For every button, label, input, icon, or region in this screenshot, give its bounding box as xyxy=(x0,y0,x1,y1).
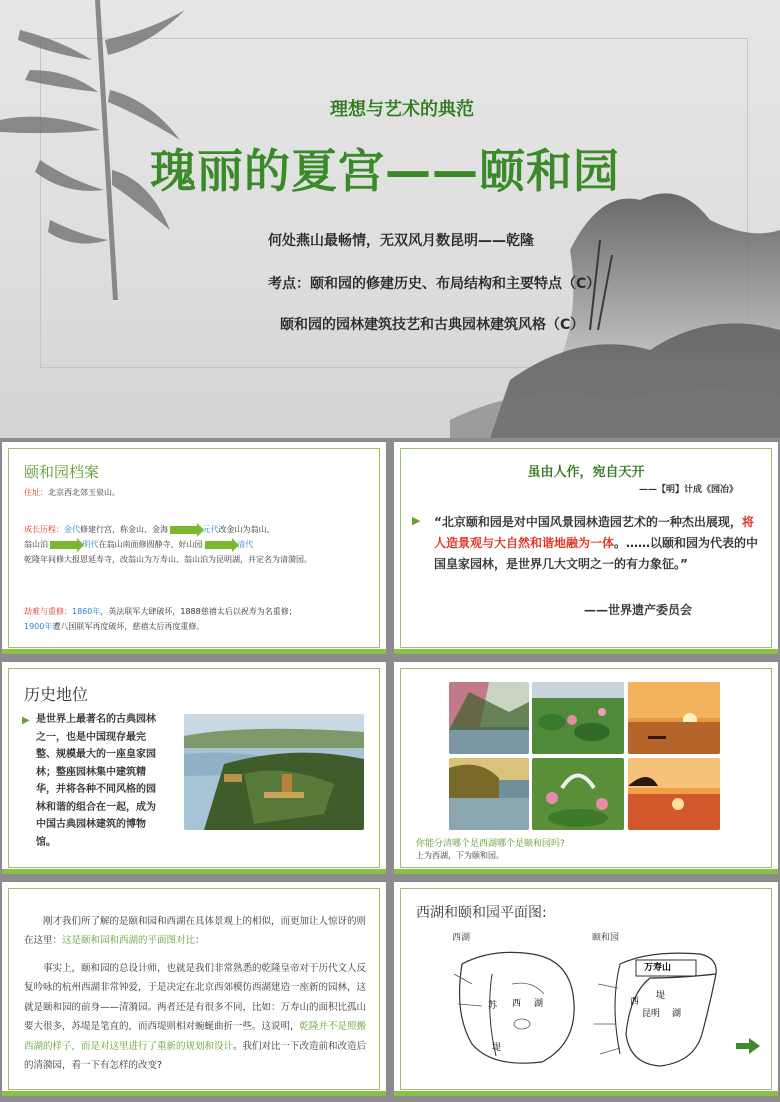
era-jin: 金代 xyxy=(64,525,80,534)
plan-compare-slide xyxy=(394,882,778,1096)
map-label: 堤 xyxy=(656,991,666,1001)
arrow-icon xyxy=(50,541,78,549)
compare-answer: 上为西湖，下为颐和园。 xyxy=(416,851,504,860)
quote-heading: 虽由人作，宛自天开 xyxy=(527,465,645,480)
bottom-bar xyxy=(2,869,386,874)
history-text: 修建行宫，称金山、金海 xyxy=(80,525,168,534)
bottom-bar xyxy=(394,1091,778,1096)
summer-palace-sunset-photo xyxy=(628,758,720,830)
history-text: 乾隆年间修大报恩延寿寺，改翁山为万寿山、翁山泊为昆明湖，并定名为清漪园。 xyxy=(24,555,312,565)
main-title: 瑰丽的夏宫——颐和园 xyxy=(150,144,620,198)
history-label: 成长历程： xyxy=(24,525,64,534)
history-text: 在翁山南面修圆静寺、好山园 xyxy=(98,540,203,550)
address-label: 住址： xyxy=(24,488,48,497)
history-block xyxy=(24,522,369,568)
quote-text xyxy=(434,512,764,575)
bottom-bar xyxy=(394,649,778,654)
disaster-label: 劫难与重修： xyxy=(24,607,72,616)
map-label: 西 xyxy=(630,997,640,1007)
label-summer-palace: 颐和园 xyxy=(592,933,620,943)
photo-compare-slide xyxy=(394,662,778,874)
history-status-slide xyxy=(2,662,386,874)
bottom-bar xyxy=(2,1091,386,1096)
disaster-text: ，英法联军大肆破坏，1888慈禧太后以祝寿为名重修； xyxy=(100,607,297,616)
disaster-text: 遭八国联军再度破坏，慈禧太后再度重修。 xyxy=(52,622,205,632)
para-text: 事实上，颐和园的总设计师，也就是我们非常熟悉的乾隆皇帝对于历代文人反复吟咏的杭州西湖非常钟爱，于是决定在北京西郊模仿西湖建造一座新的园林，这就是颐和园的前身——清漪园。两者还是有很多不同，比如：万寿山的面积比孤山要大很多，苏堤是笔直的，而西堤则相对蜿蜒曲折一些。这说明， xyxy=(24,963,367,1033)
history-status-text: 是世界上最著名的古典园林之一，也是中国现存最完整、规模最大的一座皇家园林；整座园林集中建筑精华，并将各种不同风格的园林和谐的组合在一起，成为中国古典园林建筑的博物馆。 xyxy=(36,714,156,848)
arrow-icon xyxy=(205,541,233,549)
bottom-bar xyxy=(394,869,778,874)
map-label: 苏 xyxy=(488,1001,498,1011)
era-ming: 明代 xyxy=(82,540,99,550)
next-arrow-icon[interactable] xyxy=(736,1038,760,1054)
explanation-slide xyxy=(2,882,386,1096)
map-label: 万寿山 xyxy=(644,963,672,973)
map-label: 西 xyxy=(512,999,522,1009)
para-highlight: 这是颐和园和西湖的平面图对比 xyxy=(62,935,196,947)
poem-line: 何处燕山最畅情，无双风月数昆明——乾隆 xyxy=(268,233,534,249)
quote-highlight: 将人造景观与大自然和谐地融为一体 xyxy=(434,515,754,550)
exam-point-line: 考点：颐和园的修建历史、布局结构和主要特点（C） xyxy=(268,276,601,292)
year-1900: 1900年 xyxy=(24,622,53,632)
history-text: 翁山泊 xyxy=(24,540,48,550)
address-line xyxy=(24,488,364,499)
archive-slide xyxy=(2,442,386,654)
map-label: 湖 xyxy=(672,1009,682,1019)
quote-part: 。……以颐和园为代表的中国皇家园林，是世界几大文明之一的有力象征。” xyxy=(434,536,759,571)
quote-slide xyxy=(394,442,778,654)
history-text: 改金山为翁山、 xyxy=(218,525,275,534)
address-text: 北京西北郊玉泉山。 xyxy=(48,488,120,497)
ink-mountain-decoration xyxy=(450,180,780,438)
summer-palace-photo-1 xyxy=(449,758,529,830)
quote-author: ——世界遗产委员会 xyxy=(584,603,693,617)
west-lake-photo-1 xyxy=(449,682,529,754)
archive-heading: 颐和园档案 xyxy=(24,463,100,481)
para-text: 。我们对比一下改造前和改造后的清漪园，看一下有怎样的改变? xyxy=(24,1040,367,1072)
para-text: 刚才我们所了解的是颐和园和西湖在具体景观上的相似，而更加让人惊讶的则在这里： xyxy=(24,916,367,947)
history-status-heading: 历史地位 xyxy=(24,685,89,704)
map-label: 堤 xyxy=(492,1043,502,1053)
era-yuan: 元代 xyxy=(202,525,219,534)
quote-part: “北京颐和园是对中国风景园林造园艺术的一种杰出展现， xyxy=(434,515,742,529)
year-1860: 1860年 xyxy=(72,607,101,616)
arrow-icon xyxy=(170,526,198,534)
era-qing: 清代 xyxy=(237,540,254,550)
west-lake-photo-lotus xyxy=(532,682,624,754)
plan-heading: 西湖和颐和园平面图: xyxy=(416,905,547,921)
triangle-icon: ▶ xyxy=(412,514,421,527)
quote-source: ——【明】计成《园冶》 xyxy=(638,485,738,495)
summer-palace-aerial-photo xyxy=(184,714,364,830)
map-label: 湖 xyxy=(534,999,544,1009)
disaster-block xyxy=(24,604,369,634)
explanation-para-2 xyxy=(24,959,374,1076)
para-highlight: 乾隆并不是照搬西湖的样子，而是对这里进行了重新的规划和设计 xyxy=(24,1021,367,1052)
title-subtitle: 理想与艺术的典范 xyxy=(330,99,474,120)
compare-question: 你能分清哪个是西湖哪个是颐和园吗? xyxy=(416,839,565,849)
title-slide xyxy=(0,0,780,438)
west-lake-sunset-photo xyxy=(628,682,720,754)
triangle-icon: ▶ xyxy=(22,715,30,726)
exam-point-line-2: 颐和园的园林建筑技艺和古典园林建筑风格（C） xyxy=(280,317,585,333)
para-text: ： xyxy=(195,935,205,947)
map-label: 昆明 xyxy=(642,1009,661,1019)
bottom-bar xyxy=(2,649,386,654)
explanation-para-1 xyxy=(24,912,374,951)
label-west-lake: 西湖 xyxy=(452,933,471,943)
summer-palace-lotus-photo xyxy=(532,758,624,830)
